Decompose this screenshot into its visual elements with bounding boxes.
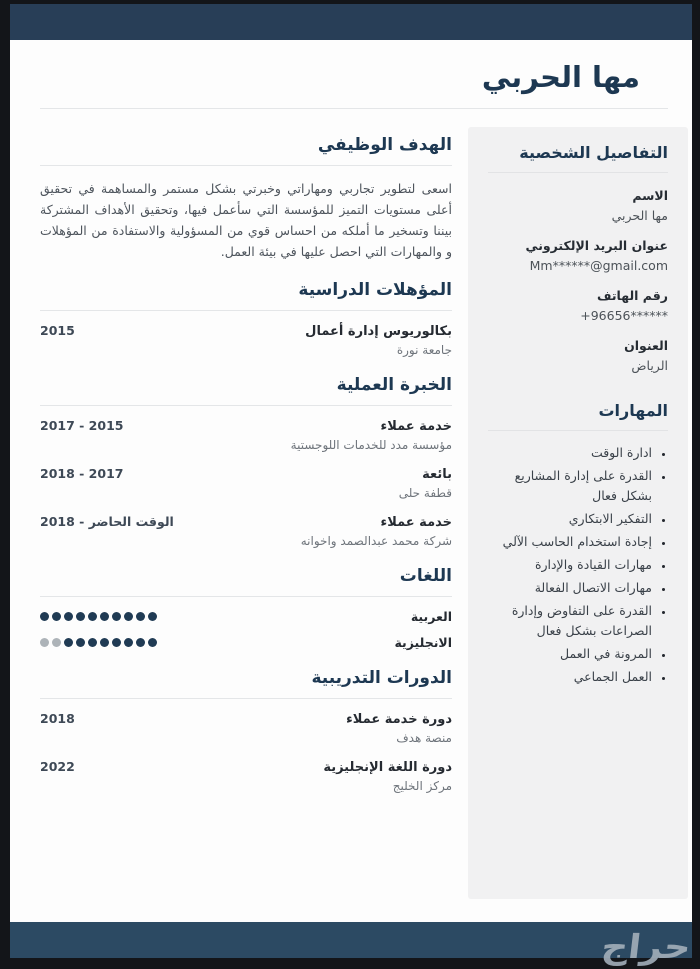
level-dot xyxy=(40,612,49,621)
entry-date: 2018 xyxy=(40,711,75,726)
top-navy-bar xyxy=(10,4,692,40)
section-experience xyxy=(40,375,452,548)
entry-date: 2018 - 2017 xyxy=(40,466,124,481)
skill-item: • مهارات الاتصال الفعالة xyxy=(488,578,652,598)
skill-item: • إجادة استخدام الحاسب الآلي xyxy=(488,532,652,552)
objective-text: اسعى لتطوير تجاربي ومهاراتي وخبرتي بشكل مستمر والمساهمة في تحقيق أعلى مستويات التميز للمؤسسة التي سأعمل فيها، وتحقيق الأهداف المشتركة بيننا وتسخير ما أملكه من احساس قوي من المسؤولية والاستفادة من المؤهلات و والمهارات التي احصل عليها في بيئة العمل. xyxy=(40,181,452,259)
objective-heading: الهدف الوظيفي xyxy=(317,135,452,155)
skill-item: • القدرة على التفاوض وإدارة الصراعات بشكل فعال xyxy=(488,601,652,641)
level-dot xyxy=(40,638,49,647)
field-label: رقم الهاتف xyxy=(596,288,668,303)
sidebar-divider xyxy=(488,172,668,173)
course-entry xyxy=(40,711,452,745)
level-dot xyxy=(124,638,133,647)
skills-heading: المهارات xyxy=(598,401,668,420)
education-entry xyxy=(40,323,452,357)
page-content xyxy=(10,109,692,899)
language-level-dots xyxy=(40,612,157,621)
personal-field xyxy=(488,338,668,373)
job-title: بائعة xyxy=(422,467,452,482)
language-rows xyxy=(40,597,452,650)
language-name: الانجليزية xyxy=(394,635,452,650)
section-courses xyxy=(40,668,452,793)
language-name: العربية xyxy=(410,609,452,624)
field-label: العنوان xyxy=(624,338,668,353)
personal-details-heading: التفاصيل الشخصية xyxy=(519,143,668,162)
entry-date: 2017 - 2015 xyxy=(40,418,124,433)
job-title: خدمة عملاء xyxy=(380,419,452,434)
field-value: +96656****** xyxy=(580,308,668,323)
course-entry xyxy=(40,759,452,793)
section-objective xyxy=(40,135,452,262)
cv-page xyxy=(10,40,692,922)
level-dot xyxy=(76,612,85,621)
field-label: الاسم xyxy=(632,188,668,203)
education-heading: المؤهلات الدراسية xyxy=(298,280,452,300)
course-provider: مركز الخليج xyxy=(392,779,452,793)
level-dot xyxy=(136,638,145,647)
company-name: مؤسسة مدد للخدمات اللوجستية xyxy=(290,438,452,452)
level-dot xyxy=(148,612,157,621)
field-value: مها الحربي xyxy=(611,208,668,223)
level-dot xyxy=(100,638,109,647)
level-dot xyxy=(88,612,97,621)
skill-item: • ادارة الوقت xyxy=(488,443,652,463)
field-value: Mm******@gmail.com xyxy=(529,258,668,273)
course-title: دورة اللغة الإنجليزية xyxy=(323,760,452,775)
level-dot xyxy=(124,612,133,621)
course-entries xyxy=(40,699,452,793)
skills-list xyxy=(488,431,668,687)
language-row xyxy=(40,635,452,650)
job-title: خدمة عملاء xyxy=(380,515,452,530)
main-column xyxy=(40,127,452,807)
page-title: مها الحربي xyxy=(481,60,640,94)
level-dot xyxy=(52,612,61,621)
personal-details-panel xyxy=(488,143,668,373)
level-dot xyxy=(76,638,85,647)
personal-field xyxy=(488,288,668,323)
level-dot xyxy=(112,638,121,647)
field-label: عنوان البريد الإلكتروني xyxy=(525,238,668,253)
skill-item: • مهارات القيادة والإدارة xyxy=(488,555,652,575)
company-name: شركة محمد عبدالصمد واخوانه xyxy=(300,534,452,548)
experience-entries xyxy=(40,406,452,548)
skill-item: • القدرة على إدارة المشاريع بشكل فعال xyxy=(488,466,652,506)
personal-field xyxy=(488,238,668,273)
skill-item: • التفكير الابتكاري xyxy=(488,509,652,529)
company-name: قطفة حلى xyxy=(398,486,452,500)
institution-name: جامعة نورة xyxy=(396,343,452,357)
entry-date: 2022 xyxy=(40,759,75,774)
experience-heading: الخبرة العملية xyxy=(336,375,452,395)
skills-panel xyxy=(488,401,668,687)
experience-entry xyxy=(40,418,452,452)
skill-item: • المرونة في العمل xyxy=(488,644,652,664)
level-dot xyxy=(64,638,73,647)
personal-field xyxy=(488,188,668,223)
level-dot xyxy=(148,638,157,647)
entry-date: 2018 - الوقت الحاضر xyxy=(40,514,174,529)
section-education xyxy=(40,280,452,357)
education-entries xyxy=(40,311,452,357)
level-dot xyxy=(88,638,97,647)
level-dot xyxy=(136,612,145,621)
personal-fields-list xyxy=(488,188,668,373)
level-dot xyxy=(64,612,73,621)
experience-entry xyxy=(40,514,452,548)
language-level-dots xyxy=(40,638,157,647)
field-value: الرياض xyxy=(631,358,668,373)
level-dot xyxy=(52,638,61,647)
level-dot xyxy=(112,612,121,621)
courses-heading: الدورات التدريبية xyxy=(311,668,452,688)
entry-date: 2015 xyxy=(40,323,75,338)
course-title: دورة خدمة عملاء xyxy=(346,712,452,727)
languages-heading: اللغات xyxy=(399,566,452,586)
skill-item: • العمل الجماعي xyxy=(488,667,652,687)
section-languages xyxy=(40,566,452,650)
course-provider: منصة هدف xyxy=(396,731,452,745)
haraj-watermark-logo: حراج xyxy=(599,927,693,966)
level-dot xyxy=(100,612,109,621)
degree-title: بكالوريوس إدارة أعمال xyxy=(305,324,452,339)
sidebar xyxy=(468,127,688,899)
language-row xyxy=(40,609,452,624)
experience-entry xyxy=(40,466,452,500)
bottom-navy-bar xyxy=(10,922,693,966)
